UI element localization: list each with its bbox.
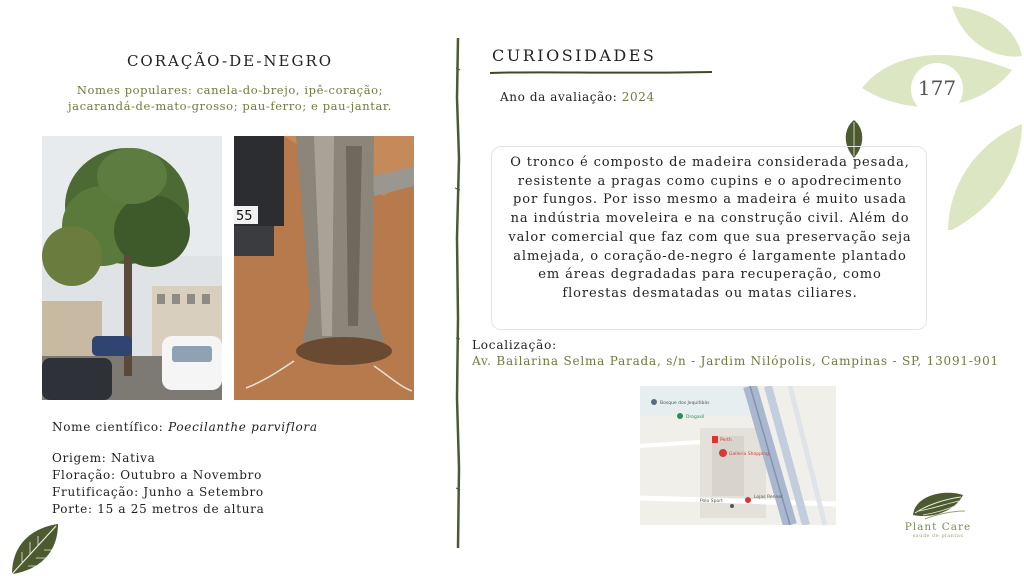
curiosity-text: O tronco é composto de madeira considerada pesada, resistente a pragas como cupins e o apodrecimento por fungos. Por isso mesmo a madeira é muito usada na indústria moveleira e na construção civil. Além do valor comercial que faz com que sua preservação seja almejada, o coração-de-negro é largamente plantado em áreas degradadas para recuperação, como florestas desmatadas ou matas ciliares. (508, 155, 912, 301)
year-value: 2024 (621, 90, 655, 104)
leaf-icon (8, 522, 62, 576)
map-label: Galleria Shopping (729, 452, 769, 457)
species-title: CORAÇÃO-DE-NEGRO (126, 52, 334, 70)
curiosities-title: CURIOSIDADES (492, 46, 657, 65)
map-label: Drogasil (686, 415, 705, 420)
map-label: Perth (720, 438, 732, 443)
fact-row: Porte: 15 a 25 metros de altura (52, 502, 265, 516)
map-label: Lojas Renner (754, 495, 783, 500)
map-label: Bosque dos Jequitibás (660, 401, 710, 406)
location-label: Localização: (472, 338, 557, 352)
location-address: Av. Bailarina Selma Parada, s/n - Jardim Nilópolis, Campinas - SP, 13091-901 (472, 354, 999, 368)
year-label: Ano da avaliação: (500, 90, 618, 104)
location-map[interactable] (640, 386, 836, 525)
trunk-photo (234, 136, 414, 400)
tree-photo (42, 136, 222, 400)
popular-names-label: Nomes populares: (76, 83, 193, 97)
title-underline (490, 70, 712, 75)
evaluation-year (500, 90, 655, 104)
scientific-label: Nome científico: (52, 420, 164, 434)
scientific-name (52, 420, 318, 434)
brand-tagline: saúde de plantas (912, 533, 964, 539)
facts-list (52, 450, 264, 518)
map-label: Polo Sport (700, 499, 723, 504)
popular-names (40, 82, 420, 114)
scientific-value: Poecilanthe parviflora (168, 420, 318, 434)
popular-names-line2: jacarandá-de-mato-grosso; pau-ferro; e pau-jantar. (67, 99, 393, 113)
popular-names-line1: canela-do-brejo, ipê-coração; (196, 83, 384, 97)
fact-row: Frutificação: Junho a Setembro (52, 485, 264, 499)
page-divider (452, 38, 464, 548)
fact-row: Origem: Nativa (52, 451, 156, 465)
fact-row: Floração: Outubro a Novembro (52, 468, 263, 482)
plate-text: 55 (236, 209, 253, 224)
page-number: 177 (917, 76, 957, 100)
brand-name: Plant Care (904, 521, 972, 533)
